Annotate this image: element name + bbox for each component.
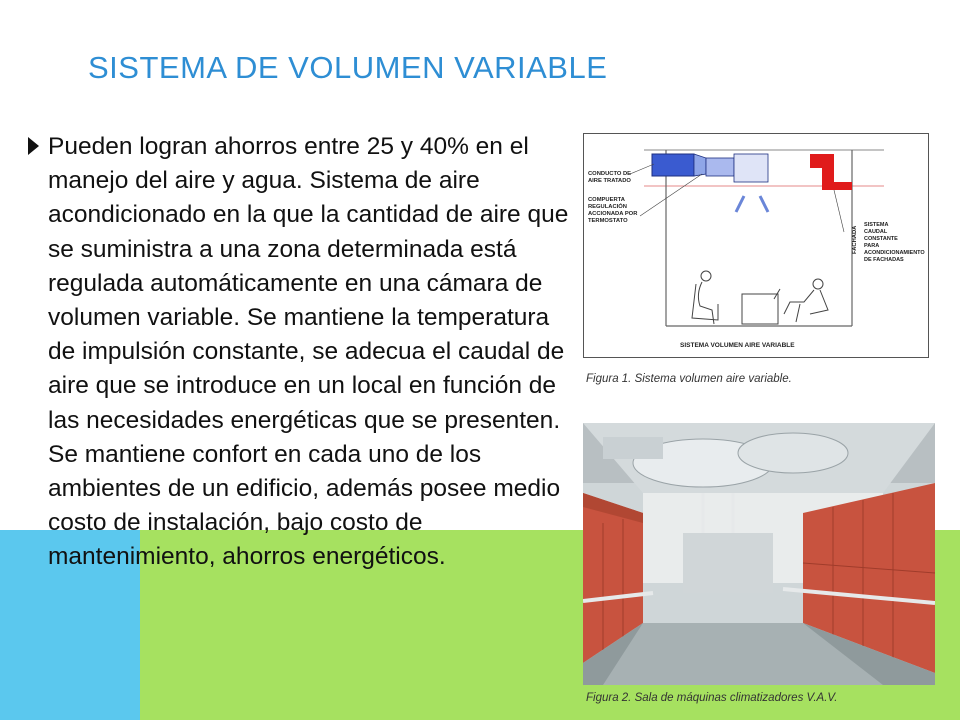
label-compuerta-1: COMPUERTA [588, 197, 625, 203]
slide-title: SISTEMA DE VOLUMEN VARIABLE [88, 50, 608, 85]
seated-person-left-icon [692, 271, 718, 324]
figure1-caption: Figura 1. Sistema volumen aire variable. [586, 373, 792, 385]
label-sistema-5: ACONDICIONAMIENTO [864, 250, 925, 256]
label-conducto-2: AIRE TRATADO [588, 178, 631, 184]
desk-icon [742, 294, 778, 324]
machine-room-illustration [583, 423, 935, 685]
label-sistema-1: SISTEMA [864, 222, 889, 228]
blue-duct [652, 154, 694, 176]
label-fachada: FACHADA [852, 225, 858, 254]
label-compuerta-4: TERMOSTATO [588, 218, 628, 224]
diagram-title: SISTEMA VOLUMEN AIRE VARIABLE [680, 342, 795, 349]
figure-vav-diagram [583, 133, 929, 358]
figure2-caption: Figura 2. Sala de máquinas climatizadores V.A.V. [586, 692, 838, 704]
label-sistema-2: CAUDAL [864, 229, 888, 235]
vav-box [734, 154, 768, 182]
label-conducto: CONDUCTO DE [588, 171, 632, 177]
label-sistema-3: CONSTANTE [864, 236, 898, 242]
figure-machine-room-photo [583, 423, 935, 685]
seated-person-right-icon [784, 279, 828, 322]
label-sistema-6: DE FACHADAS [864, 257, 904, 263]
label-sistema-4: PARA [864, 243, 880, 249]
label-compuerta-2: REGULACIÓN [588, 204, 627, 210]
body-paragraph: Pueden logran ahorros entre 25 y 40% en el manejo del aire y agua. Sistema de aire acondicionado en la que la cantidad de aire que se suministra a una zona determinada está regulada automáticamente en una cámara de volumen variable. Se mantiene la temperatura de impulsión constante, se adecua el caudal de aire que se introduce en un local en función de las necesidades energéticas que se presenten. Se mantiene confort en cada uno de los ambientes de un edificio, además posee medio costo de instalación, bajo costo de mantenimiento, ahorros energéticos. [48, 133, 569, 571]
vav-diagram-svg [584, 134, 930, 359]
label-compuerta-3: ACCIONADA POR [588, 211, 638, 217]
triangle-right-icon [28, 137, 39, 155]
